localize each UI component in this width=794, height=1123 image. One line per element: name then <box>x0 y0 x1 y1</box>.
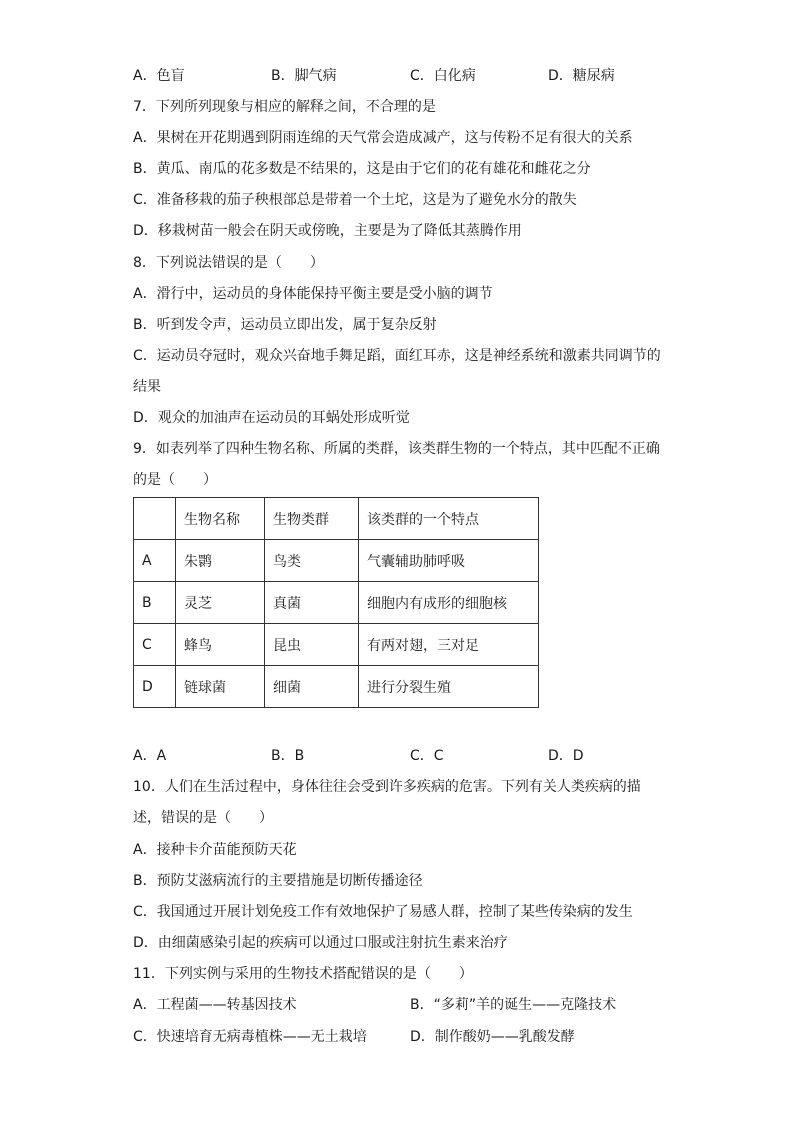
table-cell: 蜂鸟 <box>176 624 265 666</box>
q8-option-c: C．运动员夺冠时，观众兴奋地手舞足蹈，面红耳赤，这是神经系统和激素共同调节的 <box>133 348 661 364</box>
q6-option-a: A．色盲 <box>133 68 185 84</box>
q10-option-d: D．由细菌感染引起的疾病可以通过口服或注射抗生素来治疗 <box>133 935 508 951</box>
q11-option-d: D．制作酸奶——乳酸发酵 <box>410 1029 575 1045</box>
q11-option-a: A．工程菌——转基因技术 <box>133 997 297 1013</box>
q9-option-d: D．D <box>548 748 584 764</box>
q7-option-d: D．移栽树苗一般会在阴天或傍晚，主要是为了降低其蒸腾作用 <box>133 223 522 239</box>
q11-stem: 11．下列实例与采用的生物技术搭配错误的是（ ） <box>133 966 473 982</box>
q7-option-c: C．准备移栽的茄子秧根部总是带着一个土坨，这是为了避免水分的散失 <box>133 192 577 208</box>
q8-option-d: D．观众的加油声在运动员的耳蜗处形成听觉 <box>133 410 410 426</box>
table-row <box>134 582 539 624</box>
q6-option-d: D．糖尿病 <box>548 68 615 84</box>
table-cell: 灵芝 <box>176 582 265 624</box>
table-cell: 真菌 <box>265 582 359 624</box>
q10-option-b: B．预防艾滋病流行的主要措施是切断传播途径 <box>133 873 423 889</box>
table-cell: 朱鹮 <box>176 540 265 582</box>
q7-option-b: B．黄瓜、南瓜的花多数是不结果的，这是由于它们的花有雄花和雌花之分 <box>133 161 591 177</box>
q9-option-a: A．A <box>133 748 167 764</box>
q11-option-b: B．“多莉”羊的诞生——克隆技术 <box>410 997 617 1013</box>
table-cell: D <box>134 666 176 708</box>
table-cell: 进行分裂生殖 <box>359 666 539 708</box>
table-row <box>134 624 539 666</box>
q10-option-a: A．接种卡介苗能预防天花 <box>133 842 297 858</box>
table-header-cell: 生物类群 <box>265 498 359 540</box>
q8-stem: 8．下列说法错误的是（ ） <box>133 255 324 271</box>
table-cell: 链球菌 <box>176 666 265 708</box>
q10-option-c: C．我国通过开展计划免疫工作有效地保护了易感人群，控制了某些传染病的发生 <box>133 904 633 920</box>
q6-option-b: B．脚气病 <box>271 68 337 84</box>
table-header-cell <box>134 498 176 540</box>
q11-option-c: C．快速培育无病毒植株——无土栽培 <box>133 1029 367 1045</box>
table-cell: B <box>134 582 176 624</box>
q9-stem-line2: 的是（ ） <box>133 472 217 488</box>
q9-option-b: B．B <box>271 748 305 764</box>
table-cell: C <box>134 624 176 666</box>
table-cell: 气囊辅助肺呼吸 <box>359 540 539 582</box>
table-cell: 鸟类 <box>265 540 359 582</box>
q10-stem-line1: 10．人们在生活过程中，身体往往会受到许多疾病的危害。下列有关人类疾病的描 <box>133 779 641 795</box>
q9-stem-line1: 9．如表列举了四种生物名称、所属的类群，该类群生物的一个特点，其中匹配不正确 <box>133 441 660 457</box>
table-row <box>134 540 539 582</box>
table-header-cell: 该类群的一个特点 <box>359 498 539 540</box>
q6-option-c: C．白化病 <box>410 68 476 84</box>
table-cell: 细胞内有成形的细胞核 <box>359 582 539 624</box>
q8-option-c-cont: 结果 <box>133 379 161 395</box>
table-cell: 细菌 <box>265 666 359 708</box>
q10-stem-line2: 述，错误的是（ ） <box>133 810 273 826</box>
q7-stem: 7．下列所列现象与相应的解释之间，不合理的是 <box>133 99 436 115</box>
q9-table <box>133 497 539 708</box>
table-header-cell: 生物名称 <box>176 498 265 540</box>
table-cell: 有两对翅，三对足 <box>359 624 539 666</box>
table-row <box>134 666 539 708</box>
table-header-row <box>134 498 539 540</box>
table-cell: 昆虫 <box>265 624 359 666</box>
q9-option-c: C．C <box>410 748 444 764</box>
table-cell: A <box>134 540 176 582</box>
q7-option-a: A．果树在开花期遇到阴雨连绵的天气常会造成减产，这与传粉不足有很大的关系 <box>133 130 633 146</box>
q8-option-a: A．滑行中，运动员的身体能保持平衡主要是受小脑的调节 <box>133 286 493 302</box>
q8-option-b: B．听到发令声，运动员立即出发，属于复杂反射 <box>133 317 437 333</box>
